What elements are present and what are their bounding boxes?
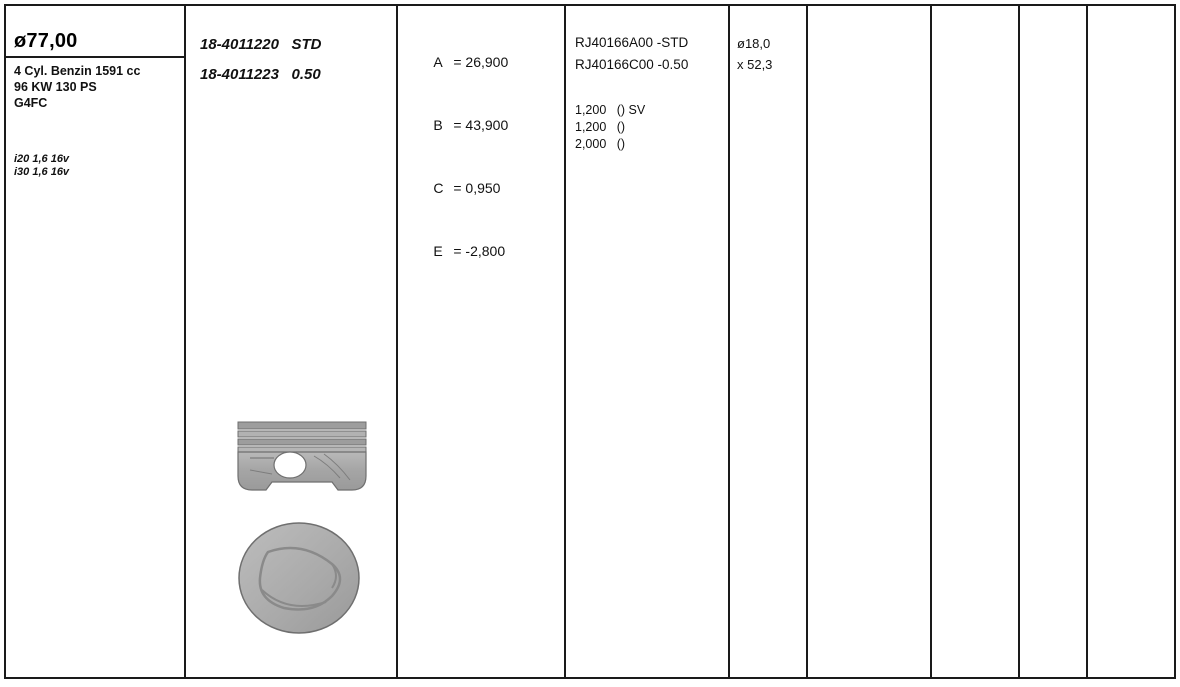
- part-number-row-1: [200, 30, 396, 60]
- dimension-row-c: [410, 157, 564, 220]
- engine-displacement: 4 Cyl. Benzin 1591 cc: [14, 64, 141, 78]
- dimension-value-b: 43,900: [465, 117, 509, 133]
- part-size-2: 0.50: [291, 66, 321, 83]
- part-number-row-2: [200, 60, 396, 90]
- dimension-eq-c: =: [453, 180, 462, 196]
- oe-number-cell: [570, 8, 728, 675]
- ring-note-1: 1,200 () SV: [575, 103, 646, 117]
- piston-illustration: [228, 418, 378, 648]
- dimension-key-c: C: [433, 180, 444, 196]
- dimension-eq-e: =: [453, 243, 462, 259]
- dimension-value-c: 0,950: [465, 180, 501, 196]
- ring-note-3: 2,000 (): [575, 137, 626, 151]
- dimension-value-a: 26,900: [465, 54, 509, 70]
- dimension-eq-b: =: [453, 117, 462, 133]
- part-size-1: STD: [291, 36, 322, 53]
- model-item-1: i20 1,6 16v: [14, 153, 70, 165]
- column-divider-6: [930, 6, 932, 677]
- dimension-row-a: [410, 31, 564, 94]
- pin-dimension-cell: [734, 8, 806, 675]
- pin-diameter: ø18,0: [737, 36, 771, 51]
- dimension-key-a: A: [433, 54, 443, 70]
- ring-note-2: 1,200 (): [575, 120, 626, 134]
- oe-number-2: RJ40166C00 -0.50: [575, 57, 689, 72]
- empty-column-9: [1090, 8, 1172, 675]
- empty-column-7: [934, 8, 1016, 675]
- dimension-key-e: E: [433, 243, 443, 259]
- engine-spec-block: [14, 63, 184, 111]
- part-number-2: 18-4011223: [200, 66, 279, 83]
- dimensions-cell: [402, 8, 564, 675]
- engine-power: 96 KW 130 PS: [14, 80, 97, 94]
- dimension-eq-a: =: [453, 54, 462, 70]
- model-applications: [14, 153, 184, 179]
- column-divider-2: [396, 6, 398, 677]
- engine-code: G4FC: [14, 96, 48, 110]
- column-divider-4: [728, 6, 730, 677]
- dimension-key-b: B: [433, 117, 443, 133]
- dimension-value-e: -2,800: [465, 243, 506, 259]
- piston-side-view: [238, 422, 366, 490]
- column-divider-5: [806, 6, 808, 677]
- dimension-row-b: [410, 94, 564, 157]
- column-divider-7: [1018, 6, 1020, 677]
- column-divider-8: [1086, 6, 1088, 677]
- dimension-row-e: [410, 220, 564, 283]
- pin-length: x 52,3: [737, 57, 773, 72]
- vehicle-info-cell: [8, 8, 184, 675]
- model-item-2: i30 1,6 16v: [14, 166, 70, 178]
- part-number-1: 18-4011220: [200, 36, 279, 53]
- piston-diameter: ø77,00: [14, 30, 78, 52]
- piston-crown-view: [239, 523, 359, 633]
- column-divider-1: [184, 6, 186, 677]
- oe-number-1: RJ40166A00 -STD: [575, 35, 689, 50]
- column-divider-3: [564, 6, 566, 677]
- empty-column-8: [1022, 8, 1084, 675]
- empty-column-6: [810, 8, 928, 675]
- ring-notes: [570, 102, 728, 153]
